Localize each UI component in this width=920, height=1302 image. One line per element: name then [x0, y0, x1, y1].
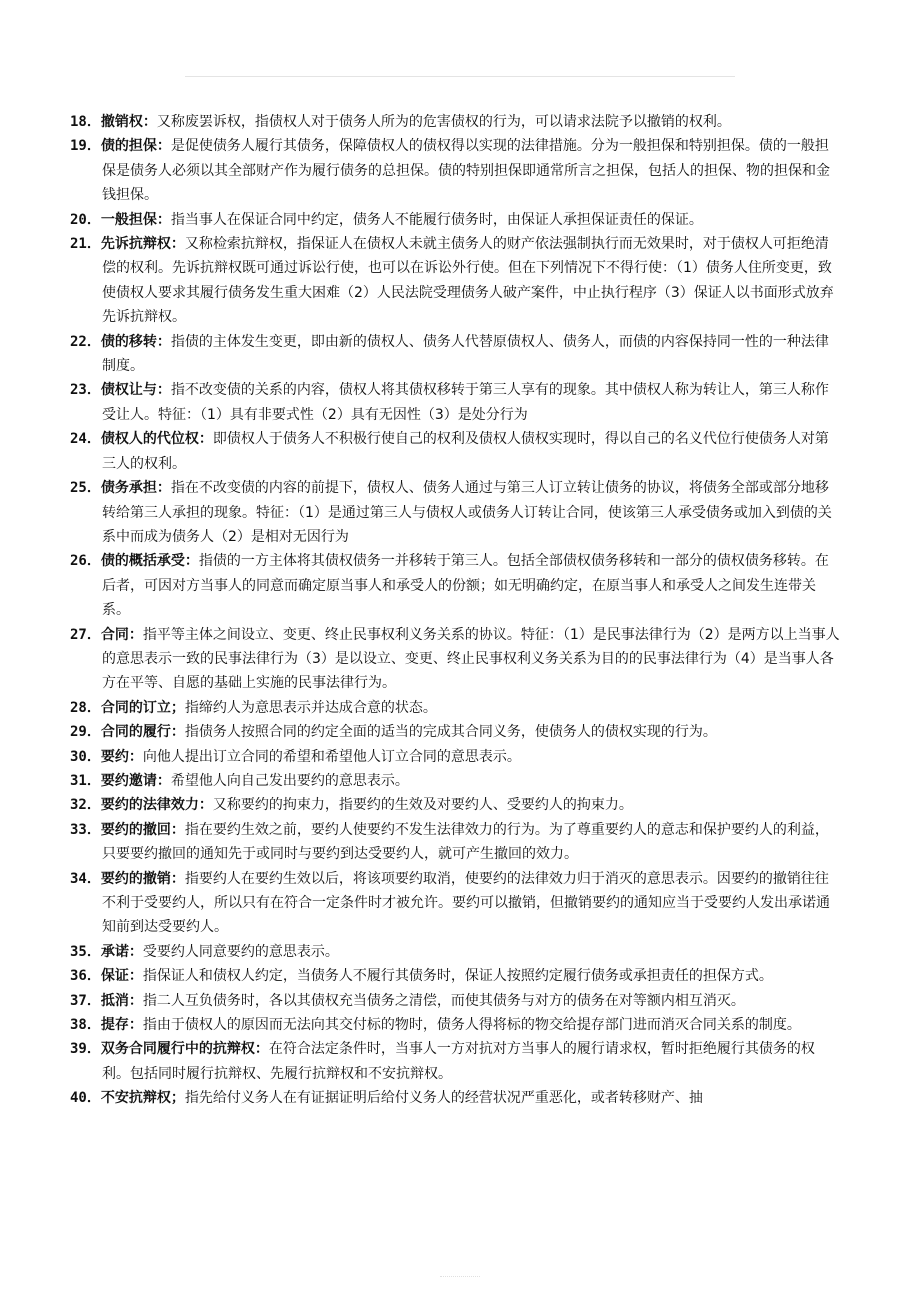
- glossary-entry: [70, 378, 840, 427]
- entry-term: 合同：: [100, 626, 143, 643]
- entry-number: 35．: [70, 943, 101, 960]
- entry-definition: 指二人互负债务时，各以其债权充当债务之清偿，而使其债务与对方的债务在对等额内相互消灭。: [142, 992, 745, 1009]
- entry-number: 21．: [70, 236, 101, 253]
- entry-definition: 受要约人同意要约的意思表示。: [142, 943, 339, 960]
- glossary-entry: [70, 208, 840, 232]
- entry-number: 22．: [70, 333, 101, 350]
- entry-number: 39．: [70, 1041, 101, 1058]
- entry-definition: 又称要约的拘束力，指要约的生效及对要约人、受要约人的拘束力。: [212, 797, 633, 814]
- entry-term: 债务承担：: [100, 480, 171, 497]
- entry-definition: 指保证人和债权人约定，当债务人不履行其债务时，保证人按照约定履行债务或承担责任的担保方式。: [142, 968, 773, 985]
- entry-number: 28．: [70, 699, 101, 716]
- entry-term: 债权让与：: [100, 382, 171, 399]
- entry-term: 债的概括承受：: [100, 553, 199, 570]
- entry-term: 债的移转：: [100, 333, 171, 350]
- header-rule: [185, 76, 735, 77]
- entry-number: 33．: [70, 821, 101, 838]
- entry-number: 31．: [70, 772, 101, 789]
- entry-term: 债权人的代位权：: [100, 431, 213, 448]
- entry-term: 不安抗辩权；: [100, 1090, 185, 1107]
- entry-term: 合同的订立；: [100, 699, 185, 716]
- glossary-entry: [70, 964, 840, 988]
- entry-number: 36．: [70, 968, 101, 985]
- glossary-entry: [70, 623, 840, 696]
- entry-number: 38．: [70, 1017, 101, 1034]
- entry-definition: 指先给付义务人在有证据证明后给付义务人的经营状况严重恶化，或者转移财产、抽: [184, 1090, 703, 1107]
- entry-term: 抵消：: [100, 992, 143, 1009]
- glossary-entry: [70, 696, 840, 720]
- entry-term: 撤销权：: [100, 114, 157, 130]
- entry-number: 34．: [70, 870, 101, 887]
- entry-definition: 指不改变债的关系的内容，债权人将其债权移转于第三人享有的现象。其中债权人称为转让人，第三人称作受让人。特征：（1）具有非要式性（2）具有无因性（3）是处分行为: [102, 382, 829, 423]
- entry-number: 27．: [70, 626, 101, 643]
- glossary-entry: [70, 940, 840, 964]
- entry-term: 先诉抗辩权：: [100, 236, 185, 253]
- entry-definition: 指在要约生效之前，要约人使要约不发生法律效力的行为。为了尊重要约人的意志和保护要约人的利益，只要要约撤回的通知先于或同时与要约到达受要约人，就可产生撤回的效力。: [102, 821, 829, 863]
- entry-term: 提存：: [100, 1017, 143, 1034]
- entry-term: 要约邀请：: [100, 772, 171, 789]
- entry-definition: 又称废罢诉权，指债权人对于债务人所为的危害债权的行为，可以请求法院予以撤销的权利。: [156, 114, 731, 130]
- entry-term: 承诺：: [100, 943, 143, 960]
- entry-definition: 指债的一方主体将其债权债务一并移转于第三人。包括全部债权债务移转和一部分的债权债务移转。在后者，可因对方当事人的同意而确定原当事人和承受人的份额；如无明确约定，在原当事人和承受人之间发生连带关系。: [102, 553, 829, 619]
- entry-number: 20．: [70, 211, 101, 228]
- entry-definition: 指由于债权人的原因而无法向其交付标的物时，债务人得将标的物交给提存部门进而消灭合同关系的制度。: [142, 1017, 801, 1034]
- entry-number: 30．: [70, 748, 101, 765]
- entry-definition: 指缔约人为意思表示并达成合意的状态。: [184, 699, 437, 716]
- glossary-entry: [70, 134, 840, 207]
- glossary-entry: [70, 989, 840, 1013]
- glossary-entry: [70, 1086, 840, 1110]
- entry-definition: 指债务人按照合同的约定全面的适当的完成其合同义务，使债务人的债权实现的行为。: [184, 724, 717, 741]
- entry-number: 18．: [70, 114, 101, 130]
- entry-definition: 在符合法定条件时，当事人一方对抗对方当事人的履行请求权，暂时拒绝履行其债务的权利。包括同时履行抗辩权、先履行抗辩权和不安抗辩权。: [102, 1041, 815, 1082]
- entry-number: 29．: [70, 724, 101, 741]
- glossary-entry: [70, 232, 840, 330]
- entry-number: 23．: [70, 382, 101, 399]
- glossary-entry: [70, 476, 840, 549]
- glossary-entry: [70, 1013, 840, 1037]
- glossary-entry: [70, 867, 840, 940]
- glossary-entry: [70, 745, 840, 769]
- entry-term: 保证：: [100, 968, 143, 985]
- entry-definition: 又称检索抗辩权，指保证人在债权人未就主债务人的财产依法强制执行而无效果时，对于债权人可拒绝清偿的权利。先诉抗辩权既可通过诉讼行使，也可以在诉讼外行使。但在下列情况下不得行使：（1）债务人住所变更，致使债权人要求其履行债务发生重大困难（2）人民法院受理债务人破产案件，中止执行程序（3）保证人以书面形式放弃先诉抗辩权。: [102, 236, 834, 326]
- glossary-entry: [70, 330, 840, 379]
- entry-term: 一般担保：: [100, 211, 171, 228]
- entry-term: 双务合同履行中的抗辩权：: [100, 1041, 269, 1058]
- entry-definition: 指要约人在要约生效以后，将该项要约取消，使要约的法律效力归于消灭的意思表示。因要约的撤销往往不利于受要约人，所以只有在符合一定条件时才被允许。要约可以撤销，但撤销要约的通知应当于受要约人发出承诺通知前到达受要约人。: [102, 870, 830, 936]
- glossary-list: [70, 110, 840, 1111]
- entry-definition: 希望他人向自己发出要约的意思表示。: [170, 772, 409, 789]
- entry-number: 24．: [70, 431, 101, 448]
- entry-definition: 向他人提出订立合同的希望和希望他人订立合同的意思表示。: [142, 748, 521, 765]
- glossary-entry: [70, 1037, 840, 1086]
- entry-term: 要约的撤回：: [100, 821, 185, 838]
- entry-definition: 指当事人在保证合同中约定，债务人不能履行债务时，由保证人承担保证责任的保证。: [170, 211, 703, 228]
- entry-definition: 是促使债务人履行其债务，保障债权人的债权得以实现的法律措施。分为一般担保和特别担保。债的一般担保是债务人必须以其全部财产作为履行债务的总担保。债的特别担保即通常所言之担保，包括人的担保、物的担保和金钱担保。: [102, 138, 830, 204]
- entry-number: 26．: [70, 553, 101, 570]
- entry-term: 合同的履行：: [100, 724, 185, 741]
- glossary-entry: [70, 769, 840, 793]
- entry-term: 债的担保：: [100, 138, 171, 155]
- glossary-entry: [70, 793, 840, 817]
- glossary-entry: [70, 720, 840, 744]
- glossary-entry: [70, 427, 840, 476]
- entry-definition: 指平等主体之间设立、变更、终止民事权利义务关系的协议。特征：（1）是民事法律行为（2）是两方以上当事人的意思表示一致的民事法律行为（3）是以设立、变更、终止民事权利义务关系为目的的民事法律行为（4）是当事人各方在平等、自愿的基础上实施的民事法律行为。: [102, 626, 840, 692]
- entry-number: 40．: [70, 1090, 101, 1107]
- entry-number: 19．: [70, 138, 101, 155]
- glossary-entry: [70, 549, 840, 622]
- footer-mark: [440, 1276, 480, 1281]
- entry-definition: 指在不改变债的内容的前提下，债权人、债务人通过与第三人订立转让债务的协议，将债务全部或部分地移转给第三人承担的现象。特征：（1）是通过第三人与债权人或债务人订转让合同，使该第三人承受债务或加入到债的关系中而成为债务人（2）是相对无因行为: [102, 480, 832, 545]
- entry-number: 37．: [70, 992, 101, 1009]
- entry-number: 25．: [70, 480, 101, 497]
- entry-term: 要约的撤销：: [100, 870, 185, 887]
- glossary-entry: [70, 110, 840, 134]
- entry-number: 32．: [70, 797, 101, 814]
- entry-definition: 即债权人于债务人不积极行使自己的权利及债权人债权实现时，得以自己的名义代位行使债务人对第三人的权利。: [102, 431, 829, 472]
- entry-term: 要约的法律效力：: [100, 797, 213, 814]
- entry-definition: 指债的主体发生变更，即由新的债权人、债务人代替原债权人、债务人，而债的内容保持同一性的一种法律制度。: [102, 333, 829, 375]
- glossary-entry: [70, 818, 840, 867]
- entry-term: 要约：: [100, 748, 143, 765]
